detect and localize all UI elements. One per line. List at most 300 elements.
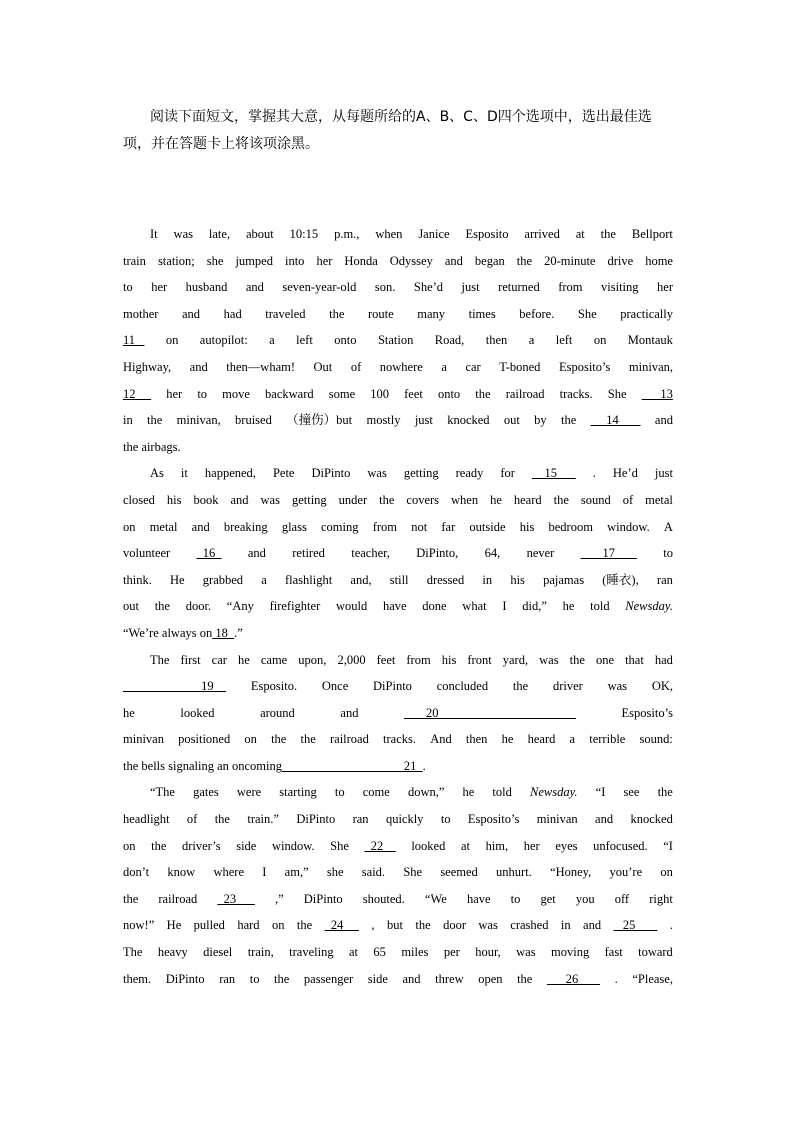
passage-word: positioned <box>178 732 231 747</box>
passage-word: had <box>654 652 673 667</box>
passage-word: know <box>167 865 196 880</box>
passage-word: was <box>539 652 559 667</box>
passage-line <box>123 647 673 674</box>
passage-word: Janice <box>418 227 450 241</box>
passage-word: Road, <box>434 333 465 348</box>
passage-word: arrived <box>524 227 560 241</box>
passage-word: have <box>466 891 491 906</box>
passage-word: onto <box>437 386 461 401</box>
passage-word: her <box>657 280 673 295</box>
passage-word: quickly <box>385 812 424 827</box>
passage-word: gates <box>193 785 219 800</box>
answer-blank: 23 <box>217 891 255 906</box>
passage-word: his <box>519 519 535 534</box>
passage-word: from <box>558 280 583 295</box>
passage-word: on <box>123 519 136 534</box>
passage-word: Odyssey <box>389 253 433 268</box>
passage-word: not <box>411 519 428 534</box>
passage-word: , <box>371 918 375 933</box>
passage-word: the <box>475 386 491 401</box>
passage-word: door <box>443 918 466 933</box>
passage-line <box>123 806 673 833</box>
passage-word: looked <box>411 838 446 853</box>
passage-word: ran <box>352 812 369 827</box>
passage-word: a <box>269 333 275 348</box>
passage-word: unfocused. <box>593 838 648 853</box>
passage-word: car <box>465 359 481 374</box>
passage-word: Highway, <box>123 359 172 374</box>
passage-word: and <box>402 971 421 986</box>
passage-word: retired <box>292 546 325 561</box>
passage-word: And <box>430 732 452 747</box>
passage-word: to <box>123 280 133 295</box>
passage-word: mother <box>123 306 159 321</box>
passage-word: her <box>523 838 540 853</box>
passage-word: at <box>460 838 470 853</box>
passage-word: miles <box>401 945 429 960</box>
passage-word: She <box>330 838 349 853</box>
passage-word: have <box>382 599 407 614</box>
passage-word: them. <box>123 971 152 986</box>
passage-word: the <box>123 891 139 906</box>
passage-word: far <box>441 519 456 534</box>
passage-word: coming <box>321 519 359 534</box>
passage-word: metal <box>645 492 673 507</box>
passage-word: in <box>560 918 571 933</box>
passage-word: the <box>151 838 167 853</box>
passage-word: autopilot: <box>199 333 248 348</box>
passage-word: eyes <box>555 838 578 853</box>
passage-word: returned <box>498 280 540 295</box>
passage-word: getting <box>403 466 439 481</box>
passage-word: was <box>173 227 193 241</box>
passage-word: and <box>583 918 602 933</box>
passage-line <box>123 407 673 434</box>
passage-word: he <box>237 652 250 667</box>
passage-word: her <box>166 386 183 401</box>
passage-word: came <box>260 652 288 667</box>
passage-word: “The <box>150 785 175 800</box>
passage-word: the <box>214 812 230 827</box>
passage-word: he <box>501 732 514 747</box>
passage-line <box>123 434 673 461</box>
passage-word: and <box>230 492 249 507</box>
passage-word: times <box>468 306 496 321</box>
passage-word: had <box>223 306 242 321</box>
passage-word: 100 <box>370 386 389 401</box>
passage-word: nowhere <box>379 359 423 374</box>
passage-word: did,” <box>522 599 547 614</box>
passage-word: firefighter <box>269 599 321 614</box>
passage-word: he <box>123 705 135 720</box>
passage-word: but <box>386 918 403 933</box>
passage-word: him, <box>485 838 509 853</box>
answer-blank: 13 <box>641 386 673 401</box>
passage-word: She <box>403 865 423 880</box>
passage-word: Esposito’s <box>467 812 520 827</box>
passage-word: come <box>362 785 390 800</box>
passage-line <box>123 274 673 301</box>
passage-word: get <box>540 891 556 906</box>
answer-blank: 16 <box>196 546 222 561</box>
passage-word: hour, <box>475 945 501 960</box>
passage-line <box>123 833 673 860</box>
passage-word: under <box>338 492 368 507</box>
passage-word: at <box>575 227 585 241</box>
passage-line <box>123 859 673 886</box>
passage-word: from <box>372 519 397 534</box>
passage-word: She’d <box>413 280 444 295</box>
passage-word: about <box>245 227 274 241</box>
passage-word: tracks. <box>559 386 593 401</box>
passage-text: the airbags. <box>123 439 181 454</box>
passage-word: (睡衣), <box>602 572 639 587</box>
passage-word: by <box>534 413 547 428</box>
passage-word: and <box>444 253 463 268</box>
passage-word: terrible <box>589 732 626 747</box>
passage-word: （撞伤）but <box>286 413 353 428</box>
passage-word: 2,000 <box>337 652 366 667</box>
passage-word: think. <box>123 572 152 587</box>
passage-word: his <box>166 492 182 507</box>
passage-word: DiPinto, <box>416 546 459 561</box>
passage-word: fast <box>604 945 623 960</box>
passage-word: now!” <box>123 918 155 933</box>
passage-word: don’t <box>123 865 150 880</box>
passage-line <box>123 726 673 753</box>
passage-line <box>123 912 673 939</box>
passage-word: moving <box>551 945 590 960</box>
passage-word: I <box>262 865 267 880</box>
answer-blank: 18 <box>212 625 235 640</box>
answer-blank: 26 <box>546 971 601 986</box>
answer-blank: 15 <box>531 466 576 481</box>
passage-text: Newsday. <box>529 785 578 800</box>
passage-word: when <box>375 227 403 241</box>
passage-word: 65 <box>373 945 386 960</box>
passage-word: and <box>182 306 201 321</box>
passage-word: per <box>443 945 460 960</box>
passage-word: done <box>422 599 447 614</box>
passage-word: Bellport <box>631 227 673 241</box>
passage-word: the <box>154 599 170 614</box>
passage-word: knocked <box>447 413 490 428</box>
passage-word: right <box>649 891 673 906</box>
passage-word: and <box>247 546 266 561</box>
passage-word: Esposito <box>465 227 509 241</box>
passage-word: the <box>512 679 529 694</box>
passage-word: never <box>526 546 555 561</box>
passage-word: the <box>553 492 569 507</box>
passage-line <box>123 567 673 594</box>
passage-word: and <box>191 519 210 534</box>
passage-word: on <box>244 732 257 747</box>
passage-word: the <box>560 413 577 428</box>
passage-word: one <box>595 652 615 667</box>
passage-word: were <box>236 785 262 800</box>
passage-word: you <box>575 891 595 906</box>
passage-word: outside <box>469 519 506 534</box>
passage-word: route <box>367 306 394 321</box>
passage-word: ran <box>219 971 236 986</box>
passage-word: He <box>170 572 185 587</box>
passage-word: happened, <box>204 466 256 481</box>
passage-word: driver <box>552 679 583 694</box>
passage-word: then—wham! <box>226 359 295 374</box>
passage-word: breaking <box>223 519 268 534</box>
passage-word: She <box>577 306 597 321</box>
answer-blank: 19 <box>123 679 227 694</box>
passage-word: The <box>150 652 170 667</box>
passage-line <box>123 460 673 487</box>
passage-word: railroad <box>158 891 198 906</box>
passage-word: flashlight <box>284 572 333 587</box>
passage-word: to <box>440 812 451 827</box>
passage-word: many <box>417 306 446 321</box>
passage-word: at <box>348 945 359 960</box>
passage-text: the bells signaling an oncoming <box>123 758 283 773</box>
passage-word: and <box>340 705 359 720</box>
passage-word: Honda <box>344 253 378 268</box>
passage-word: pajamas <box>543 572 585 587</box>
passage-word: ,” <box>274 891 284 906</box>
passage-word: Out <box>313 359 333 374</box>
passage-word: station; <box>157 253 195 268</box>
passage-word: the <box>296 918 313 933</box>
passage-line <box>123 593 673 620</box>
passage-word: on <box>123 838 136 853</box>
passage-word: yard, <box>502 652 529 667</box>
passage-word: visiting <box>601 280 639 295</box>
passage-word: her <box>151 280 168 295</box>
passage-word: then <box>465 732 488 747</box>
passage-word: minivan <box>536 812 578 827</box>
passage-word: when <box>451 492 479 507</box>
passage-line <box>123 673 673 700</box>
passage-word: told <box>590 599 610 614</box>
passage-word: upon, <box>298 652 327 667</box>
passage-word: told <box>492 785 512 800</box>
passage-word: heard <box>513 492 542 507</box>
passage-word: then <box>485 333 508 348</box>
passage-word: window. <box>607 519 650 534</box>
passage-word: what <box>462 599 487 614</box>
passage-word: A <box>663 519 673 534</box>
passage-word: concluded <box>436 679 489 694</box>
passage-word: seemed <box>440 865 478 880</box>
passage-word: I <box>502 599 507 614</box>
passage-line <box>123 700 673 727</box>
passage-word: sound: <box>639 732 673 747</box>
passage-word: said. <box>361 865 386 880</box>
passage-word: move <box>222 386 250 401</box>
passage-word: feet <box>376 652 396 667</box>
passage-word: diesel <box>203 945 233 960</box>
passage-word: sound <box>580 492 611 507</box>
passage-line <box>123 514 673 541</box>
passage-line <box>123 327 673 354</box>
passage-word: DiPinto <box>373 679 412 694</box>
passage-word: down,” <box>407 785 445 800</box>
passage-word: out <box>503 413 520 428</box>
passage-word: DiPinto <box>303 891 343 906</box>
passage-word: “Honey, <box>550 865 592 880</box>
passage-word: the <box>379 492 395 507</box>
passage-word: out <box>123 599 139 614</box>
passage-word: to <box>334 785 345 800</box>
passage-word: 20-minute <box>544 253 596 268</box>
passage-word: DiPinto <box>296 812 336 827</box>
passage-word: heavy <box>157 945 188 960</box>
passage-word: and <box>654 413 673 428</box>
passage-word: volunteer <box>123 546 171 561</box>
passage-word: of <box>350 359 362 374</box>
passage-word: covers <box>406 492 440 507</box>
passage-word: just <box>414 413 433 428</box>
passage-word: glass <box>281 519 307 534</box>
passage-word: she <box>326 865 344 880</box>
passage-word: pulled <box>193 918 225 933</box>
passage-word: on <box>660 865 673 880</box>
passage <box>123 221 673 992</box>
passage-word: was <box>607 679 628 694</box>
passage-line <box>123 354 673 381</box>
passage-word: would <box>335 599 368 614</box>
answer-blank: 21 <box>282 758 423 773</box>
passage-word: where <box>213 865 244 880</box>
passage-word: 64, <box>484 546 501 561</box>
passage-word: window. <box>271 838 315 853</box>
passage-word: bruised <box>235 413 272 428</box>
answer-blank: 22 <box>364 838 396 853</box>
passage-word: “We <box>424 891 447 906</box>
passage-word: the <box>657 785 673 800</box>
passage-line <box>123 487 673 514</box>
passage-word: She <box>607 386 627 401</box>
passage-word: in <box>482 572 493 587</box>
passage-word: and, <box>350 572 372 587</box>
passage-word: closed <box>123 492 155 507</box>
passage-word: . <box>592 466 596 481</box>
passage-line <box>123 779 673 806</box>
passage-word: train.” <box>247 812 279 827</box>
passage-word: just <box>461 280 480 295</box>
answer-blank: 11 <box>123 333 145 348</box>
passage-word: open <box>478 971 503 986</box>
passage-word: the <box>516 253 533 268</box>
passage-word: p.m., <box>334 227 360 241</box>
passage-word: of <box>186 812 198 827</box>
passage-word: Esposito’s <box>558 359 611 374</box>
passage-word: Pete <box>272 466 295 481</box>
passage-word: from <box>406 652 431 667</box>
passage-text: “We’re always on <box>123 625 213 640</box>
passage-word: getting <box>291 492 327 507</box>
passage-word: hard <box>237 918 260 933</box>
passage-word: the <box>517 971 533 986</box>
passage-word: a <box>569 732 576 747</box>
passage-word: she <box>206 253 224 268</box>
passage-word: railroad <box>505 386 545 401</box>
passage-word: you’re <box>609 865 643 880</box>
passage-word: first <box>180 652 201 667</box>
passage-word: into <box>284 253 305 268</box>
passage-word: was <box>516 945 536 960</box>
passage-word: around <box>260 705 295 720</box>
passage-word: the <box>274 971 290 986</box>
passage-word: Station <box>377 333 414 348</box>
passage-word: son. <box>374 280 396 295</box>
passage-word: the <box>415 918 431 933</box>
passage-word: the <box>329 306 345 321</box>
passage-word: to <box>510 891 521 906</box>
passage-word: some <box>328 386 356 401</box>
passage-word: toward <box>638 945 673 960</box>
passage-word: was <box>478 918 498 933</box>
passage-word: . <box>669 918 673 933</box>
passage-text: Newsday. <box>625 599 673 614</box>
passage-word: backward <box>265 386 314 401</box>
passage-word: a <box>441 359 447 374</box>
passage-word: was <box>260 492 280 507</box>
passage-word: Once <box>321 679 349 694</box>
passage-word: “Please, <box>632 971 673 986</box>
passage-word: a <box>261 572 267 587</box>
passage-word: drive <box>607 253 634 268</box>
passage-word: the <box>147 413 163 428</box>
passage-word: to <box>663 546 673 561</box>
passage-word: minivan, <box>176 413 221 428</box>
passage-word: and <box>189 359 208 374</box>
passage-word: before. <box>519 306 555 321</box>
passage-word: still <box>389 572 409 587</box>
passage-line <box>123 966 673 993</box>
passage-word: He <box>166 918 182 933</box>
passage-line <box>123 939 673 966</box>
passage-word: in <box>123 413 133 428</box>
passage-word: the <box>569 652 585 667</box>
passage-word: The <box>123 945 143 960</box>
passage-word: traveled <box>265 306 306 321</box>
passage-word: teacher, <box>351 546 390 561</box>
passage-word: DiPinto <box>311 466 351 481</box>
passage-word: feet <box>404 386 423 401</box>
passage-word: Esposito. <box>250 679 298 694</box>
passage-word: “I <box>663 838 673 853</box>
passage-line <box>123 540 673 567</box>
passage-word: 10:15 <box>289 227 319 241</box>
passage-word: on <box>165 333 179 348</box>
passage-line <box>123 221 673 248</box>
passage-word: “I <box>595 785 606 800</box>
passage-word: mostly <box>366 413 401 428</box>
passage-word: began <box>474 253 505 268</box>
passage-word: practically <box>620 306 673 321</box>
passage-word: to <box>197 386 208 401</box>
passage-word: door. <box>185 599 212 614</box>
passage-word: It <box>150 227 158 241</box>
answer-blank: 25 <box>613 918 658 933</box>
passage-word: looked <box>180 705 215 720</box>
passage-word: tracks. <box>383 732 417 747</box>
passage-text: .” <box>234 625 243 640</box>
passage-word: train, <box>247 945 274 960</box>
answer-blank: 14 <box>590 413 641 428</box>
passage-line <box>123 753 673 780</box>
passage-word: passenger <box>303 971 354 986</box>
passage-word: traveling <box>289 945 334 960</box>
passage-word: onto <box>334 333 357 348</box>
